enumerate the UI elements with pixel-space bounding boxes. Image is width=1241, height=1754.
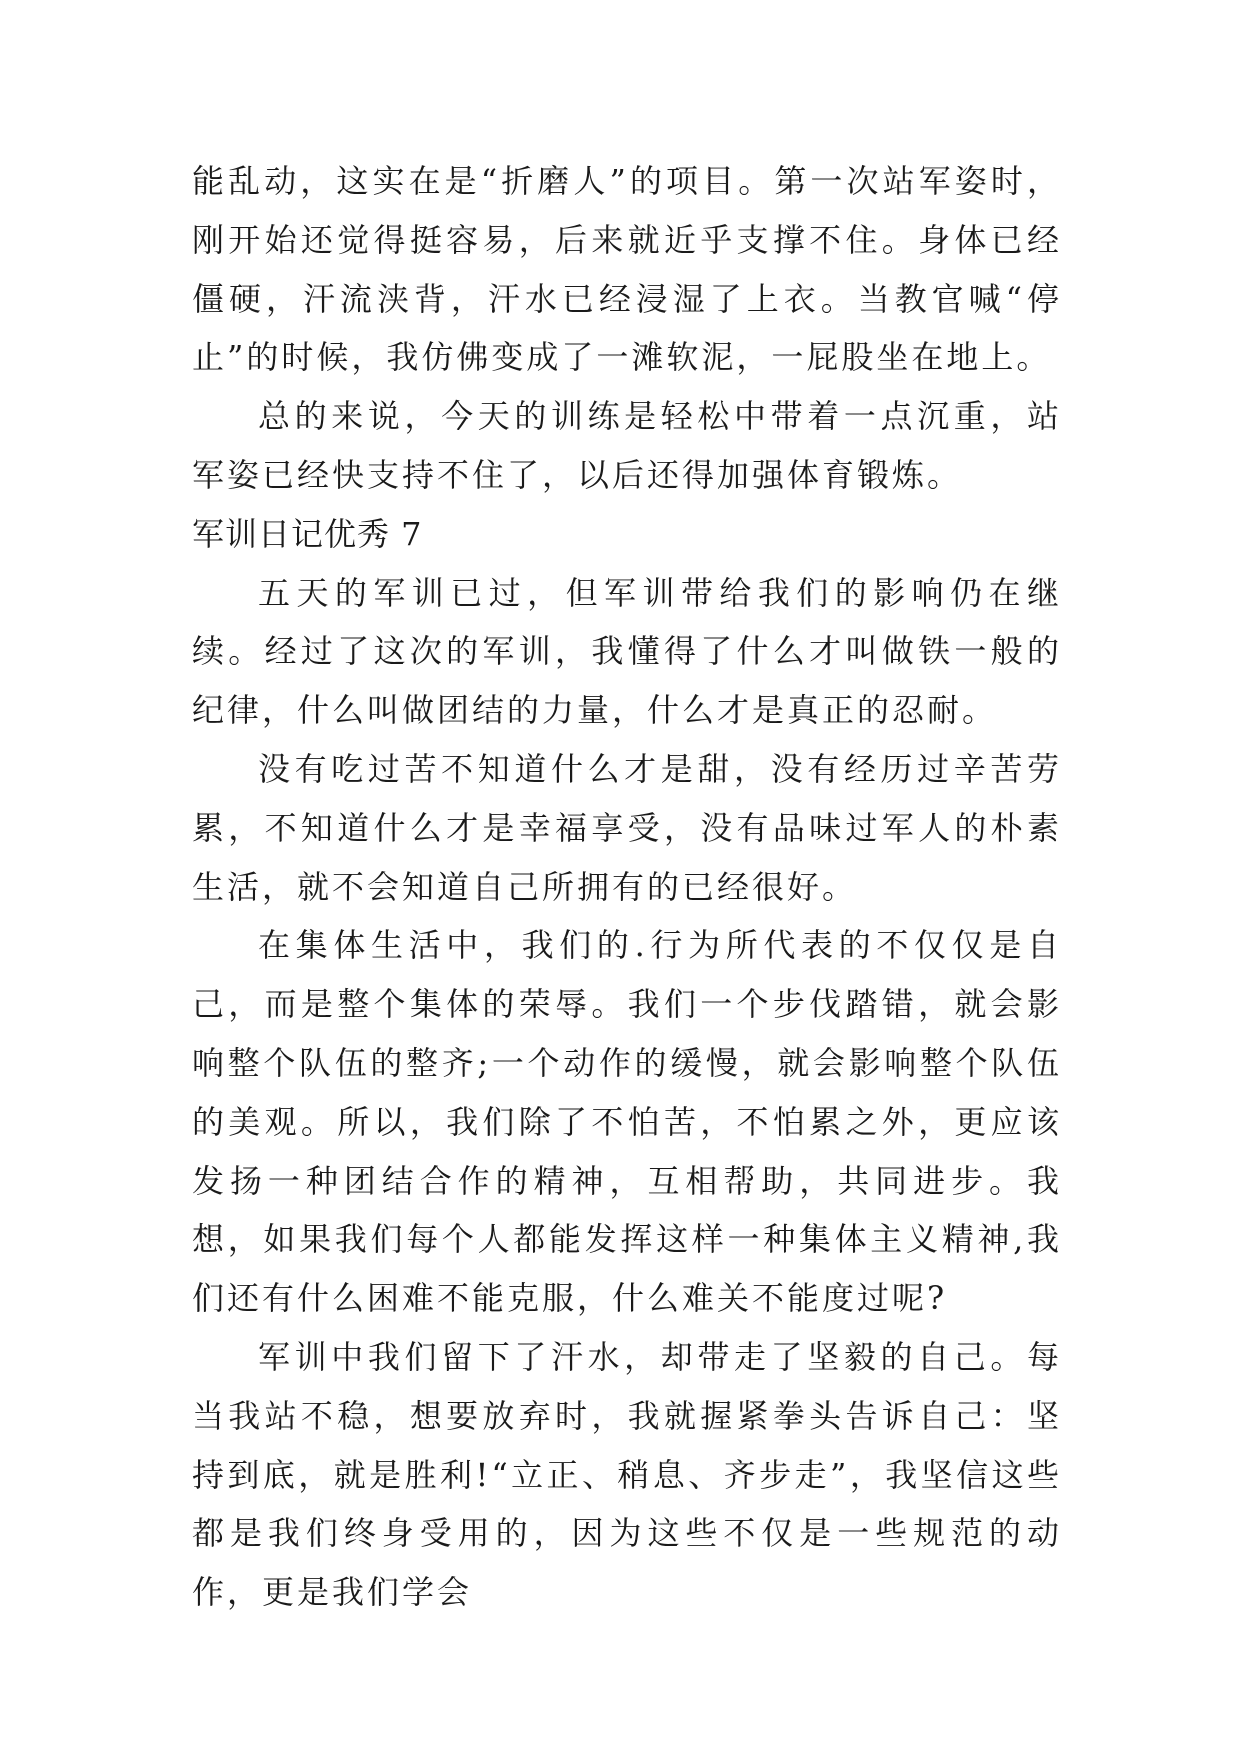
paragraph-continued: 能乱动，这实在是“折磨人”的项目。第一次站军姿时，刚开始还觉得挺容易，后来就近乎支撑不住。身体已经僵硬，汗流浃背，汗水已经浸湿了上衣。当教官喊“停止”的时候，我仿佛变成了一滩软泥，一屁股坐在地上。	[192, 162, 1062, 377]
paragraph: 没有吃过苦不知道什么才是甜，没有经历过辛苦劳累，不知道什么才是幸福享受，没有品味过军人的朴素生活，就不会知道自己所拥有的已经很好。	[192, 749, 1062, 906]
paragraph: 在集体生活中，我们的.行为所代表的不仅仅是自己，而是整个集体的荣辱。我们一个步伐踏错，就会影响整个队伍的整齐;一个动作的缓慢，就会影响整个队伍的美观。所以，我们除了不怕苦，不怕累之外，更应该发扬一种团结合作的精神，互相帮助，共同进步。我想，如果我们每个人都能发挥这样一种集体主义精神,我们还有什么困难不能克服，什么难关不能度过呢?	[192, 926, 1062, 1318]
paragraph: 总的来说，今天的训练是轻松中带着一点沉重，站军姿已经快支持不住了，以后还得加强体育锻炼。	[192, 397, 1062, 494]
paragraph: 军训中我们留下了汗水，却带走了坚毅的自己。每当我站不稳，想要放弃时，我就握紧拳头告诉自己：坚持到底，就是胜利!“立正、稍息、齐步走”，我坚信这些都是我们终身受用的，因为这些不仅是一些规范的动作，更是我们学会	[192, 1337, 1062, 1612]
document-page	[192, 152, 1062, 1622]
section-title: 军训日记优秀 7	[192, 514, 423, 553]
paragraph: 五天的军训已过，但军训带给我们的影响仍在继续。经过了这次的军训，我懂得了什么才叫做铁一般的纪律，什么叫做团结的力量，什么才是真正的忍耐。	[192, 573, 1062, 730]
